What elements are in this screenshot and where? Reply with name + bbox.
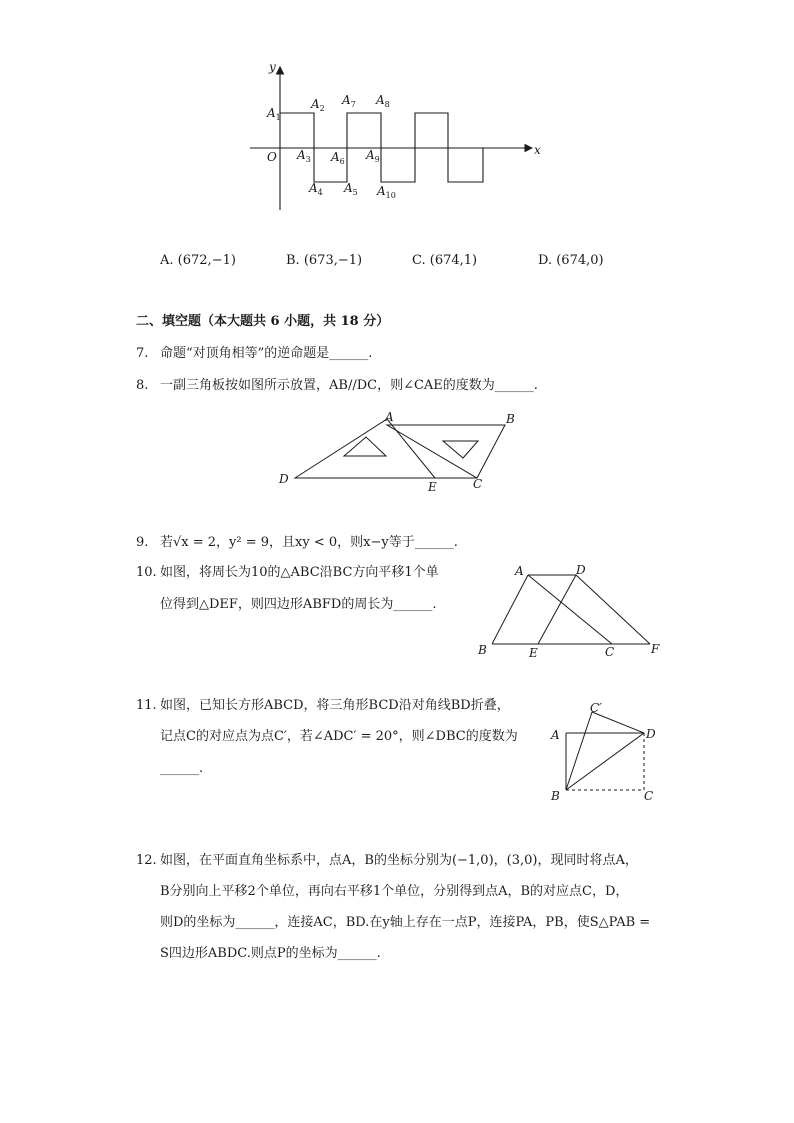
label-C: C [644, 789, 654, 803]
y-axis-label: y [269, 60, 276, 74]
folded-rectangle-figure [540, 695, 670, 810]
question-text-line1: 如图，将周长为10的△ABC沿BC方向平移1个单 [160, 565, 439, 580]
origin-label: O [267, 150, 277, 164]
label-A3: $A_3$ [297, 148, 311, 164]
choice-c[interactable]: C. (674,1) [412, 253, 478, 268]
question-12-line3: 则D的坐标为______，连接AC，BD.在y轴上存在一点P，连接PA，PB，使S△PAB = [160, 915, 651, 930]
question-12-line2: B分别向上平移2个单位，再向右平移1个单位，分别得到点A，B的对应点C，D， [160, 884, 629, 899]
question-11 [136, 698, 510, 714]
label-A7: $A_7$ [342, 93, 356, 109]
question-11-line2: 记点C的对应点为点C′，若∠ADC′ = 20°，则∠DBC的度数为 [160, 729, 518, 744]
label-A10: $A_{10}$ [377, 184, 396, 200]
question-9 [136, 535, 458, 551]
label-A6: $A_6$ [331, 150, 345, 166]
line-df [576, 575, 650, 644]
left-triangle-hole [344, 437, 386, 456]
question-12 [136, 853, 638, 869]
label-C: C [605, 645, 615, 659]
label-E: E [428, 480, 437, 494]
choice-b[interactable]: B. (673,−1) [286, 253, 363, 268]
diagonal-bd [566, 733, 644, 790]
line-ab [492, 575, 528, 644]
label-B: B [551, 789, 560, 803]
question-text-line1: 如图，在平面直角坐标系中，点A，B的坐标分别为(−1,0)，(3,0)，现同时将点A， [160, 853, 638, 868]
folded-side-c-prime-d [592, 712, 644, 733]
label-D: D [646, 727, 656, 741]
label-C: C [473, 477, 483, 491]
question-number: 11. [136, 698, 157, 713]
question-text: 若√x = 2，y² = 9，且xy < 0，则x−y等于______. [160, 535, 458, 550]
question-11-line3: ______. [160, 761, 204, 776]
right-triangle-hole [443, 441, 478, 458]
section-heading: 二、填空题（本大题共 6 小题，共 18 分） [136, 314, 390, 329]
question-number: 8. [136, 378, 149, 393]
question-number: 12. [136, 853, 157, 868]
label-A: A [515, 564, 524, 578]
label-E: E [529, 646, 538, 660]
question-text-line1: 如图，已知长方形ABCD，将三角形BCD沿对角线BD折叠， [160, 698, 510, 713]
folded-side-bc-prime [566, 712, 592, 790]
label-C-prime: C′ [590, 701, 602, 715]
label-A2: $A_2$ [311, 97, 325, 113]
right-triangle-ruler [387, 425, 505, 478]
question-number: 7. [136, 346, 149, 361]
choice-a[interactable]: A. (672,−1) [160, 253, 236, 268]
x-axis-label: x [534, 143, 541, 157]
left-triangle-ruler [295, 419, 435, 478]
question-10 [136, 565, 439, 581]
question-12-line4: S四边形ABDC.则点P的坐标为______. [160, 946, 381, 961]
question-8 [136, 378, 538, 394]
label-A4: $A_4$ [309, 181, 323, 197]
label-A: A [385, 410, 394, 424]
label-D: D [576, 563, 586, 577]
step-graph-figure [240, 55, 550, 215]
label-A1: $A_1$ [267, 106, 281, 122]
question-text: 一副三角板按如图所示放置，AB//DC，则∠CAE的度数为______. [160, 378, 538, 393]
question-text: 命题“对顶角相等”的逆命题是______. [160, 346, 373, 361]
label-F: F [651, 642, 660, 656]
question-10-line2: 位得到△DEF，则四边形ABFD的周长为______. [160, 597, 437, 612]
label-A: A [551, 728, 560, 742]
label-B: B [506, 412, 515, 426]
choice-d[interactable]: D. (674,0) [538, 253, 604, 268]
question-number: 10. [136, 565, 157, 580]
question-number: 9. [136, 535, 149, 550]
label-A5: $A_5$ [344, 181, 358, 197]
label-D: D [279, 472, 289, 486]
label-A8: $A_8$ [376, 93, 390, 109]
label-B: B [478, 643, 487, 657]
question-7 [136, 346, 372, 362]
label-A9: $A_9$ [366, 148, 380, 164]
triangle-rulers-figure [275, 408, 525, 498]
translation-figure [472, 560, 672, 665]
